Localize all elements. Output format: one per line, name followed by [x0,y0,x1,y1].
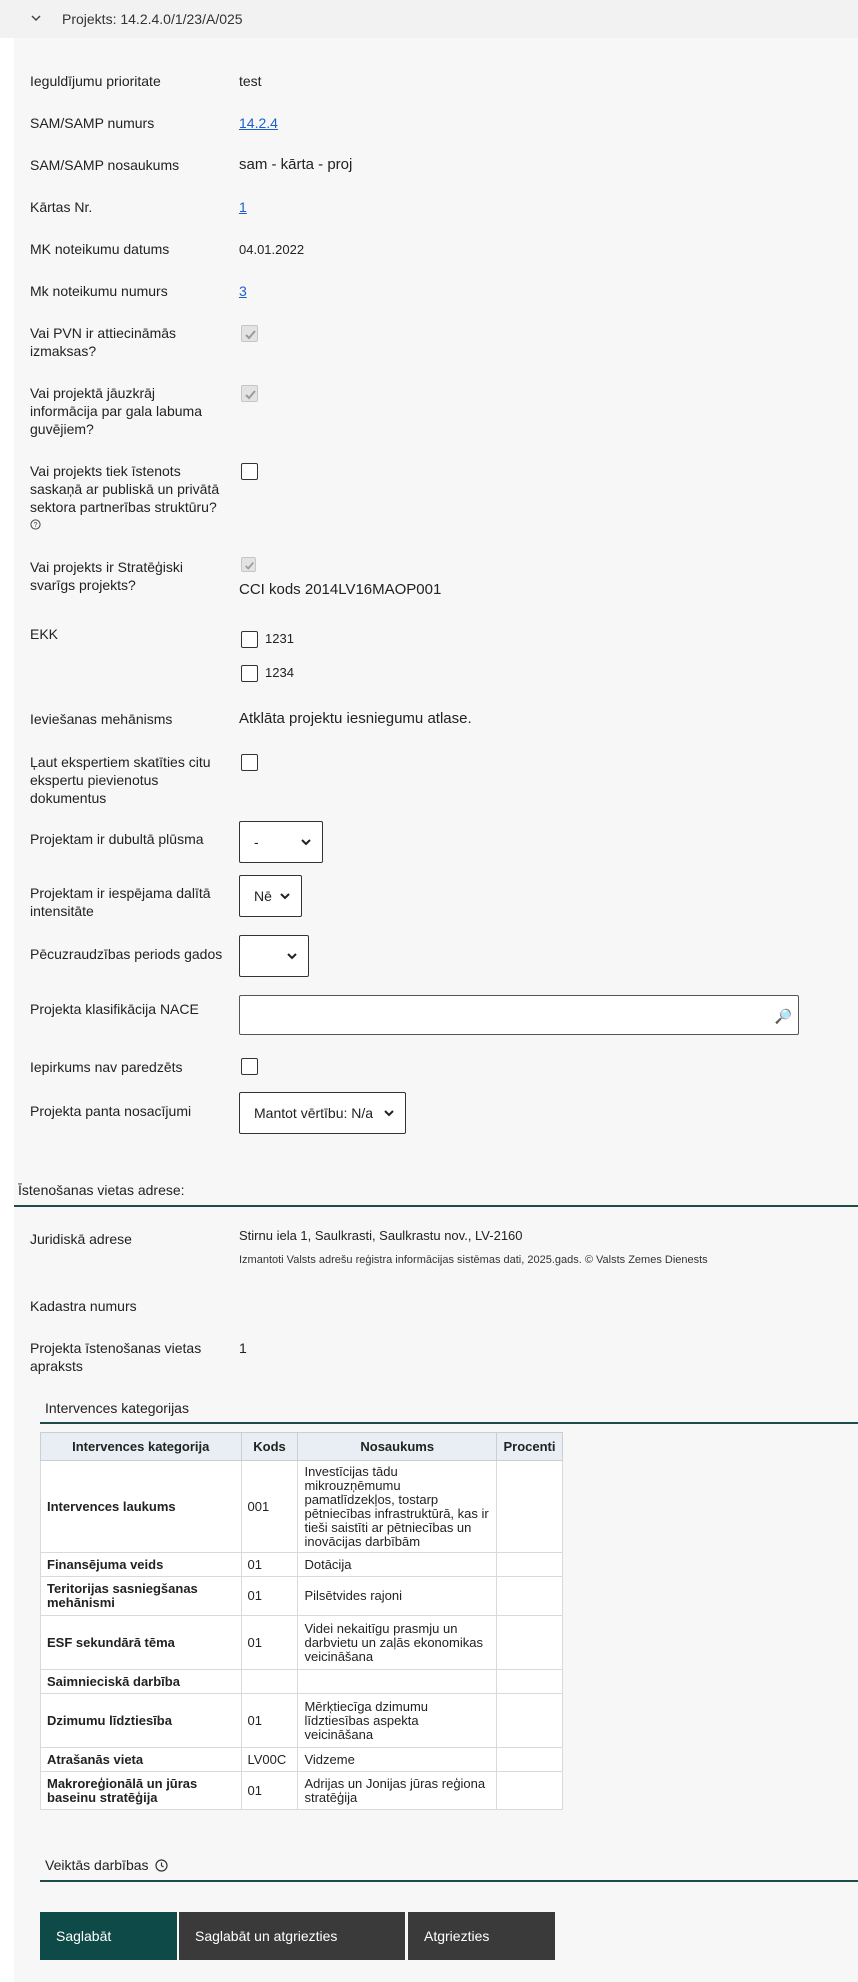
link-sam-numurs[interactable]: 14.2.4 [239,115,278,131]
cell-name [298,1670,497,1694]
chevron-down-icon [300,837,312,847]
cell-code: 01 [241,1553,298,1577]
table-row [41,1772,563,1810]
chevron-down-icon [279,891,291,901]
label-juridiska-adrese: Juridiskā adrese [30,1231,132,1247]
chevron-down-icon [383,1108,395,1118]
cci-code: CCI kods 2014LV16MAOP001 [239,581,442,598]
cell-code: LV00C [241,1748,298,1772]
label-nace: Projekta klasifikācija NACE [30,1001,199,1017]
cell-percent [496,1577,562,1616]
cell-category: Makroreģionālā un jūras baseinu stratēģija [41,1772,242,1810]
actions-divider [40,1880,858,1882]
select-intensitate-value: Nē [254,888,272,904]
label-intensitate: Projektam ir iespējama dalītā intensitāte [30,885,211,919]
checkmark-icon [244,560,255,571]
cell-name: Videi nekaitīgu prasmju un darbvietu un zaļās ekonomikas veicināšana [298,1616,497,1670]
label-ekk: EKK [30,626,59,642]
select-pecuzraudzibas[interactable] [239,935,309,977]
cell-category: ESF sekundārā tēma [41,1616,242,1670]
cell-percent [496,1616,562,1670]
label-dubulta: Projektam ir dubultā plūsma [30,831,204,847]
actions-section-label: Veiktās darbības [45,1857,149,1873]
table-row [41,1461,563,1553]
clock-icon [155,1859,168,1872]
label-mk-numurs: Mk noteikumu numurs [30,283,168,299]
cell-name: Vidzeme [298,1748,497,1772]
cell-category: Intervences laukums [41,1461,242,1553]
interventions-table [40,1432,563,1810]
address-registry-note: Izmantoti Valsts adrešu reģistra informācijas sistēmas dati, 2025.gads. © Valsts Zemes Dienests [239,1254,708,1266]
label-eksperti: Ļaut ekspertiem skatīties citu ekspertu pievienotus dokumentus [30,754,211,806]
label-ppp-text: Vai projekts tiek īstenots saskaņā ar publiskā un privātā sektora partnerības struktūru? [30,463,220,515]
cell-code: 001 [241,1461,298,1553]
checkbox-ppp[interactable] [241,463,258,480]
cell-category: Finansējuma veids [41,1553,242,1577]
checkbox-ekk-1231[interactable] [241,631,258,648]
value-apraksts: 1 [239,1340,247,1356]
checkmark-icon [244,328,257,341]
nace-search-input[interactable] [239,995,799,1035]
col-header-kategorija: Intervences kategorija [41,1433,242,1461]
interventions-divider [40,1422,858,1424]
cell-code: 01 [241,1577,298,1616]
checkbox-ekk-1234[interactable] [241,665,258,682]
label-kartas-nr: Kārtas Nr. [30,199,93,215]
table-row [41,1553,563,1577]
save-button-label: Saglabāt [56,1928,112,1944]
col-header-nosaukums: Nosaukums [298,1433,497,1461]
checkmark-icon [244,388,257,401]
label-iepirkums: Iepirkums nav paredzēts [30,1059,183,1075]
address-section-title: Īstenošanas vietas adrese: [18,1182,185,1198]
col-header-kods: Kods [241,1433,298,1461]
value-prioritate: test [239,73,262,89]
select-intensitate[interactable] [239,875,302,917]
actions-section-title[interactable] [45,1857,168,1873]
checkbox-eksperti[interactable] [241,754,258,771]
cell-percent [496,1748,562,1772]
ekk-option-1231: 1231 [265,631,294,646]
checkbox-strategiski[interactable] [241,557,256,572]
cell-category: Teritorijas sasniegšanas mehānismi [41,1577,242,1616]
checkbox-iepirkums[interactable] [241,1058,258,1075]
ekk-option-1234: 1234 [265,665,294,680]
table-row [41,1670,563,1694]
select-dubulta[interactable] [239,821,323,863]
cell-percent [496,1670,562,1694]
select-panta-value: Mantot vērtību: N/a [254,1105,374,1121]
cell-percent [496,1694,562,1748]
chevron-down-icon [286,951,298,961]
cell-percent [496,1553,562,1577]
cell-name: Mērķtiecīga dzimumu līdztiesības aspekta veicināšana [298,1694,497,1748]
label-mehanisms: Ieviešanas mehānisms [30,711,173,727]
cell-percent [496,1461,562,1553]
cell-name: Adrijas un Jonijas jūras reģiona stratēģija [298,1772,497,1810]
save-and-return-button[interactable] [179,1912,405,1960]
search-icon[interactable]: 🔎 [774,1008,792,1024]
value-juridiska-adrese: Stirnu iela 1, Saulkrasti, Saulkrastu nov., LV-2160 [239,1228,523,1243]
cell-category: Saimnieciskā darbība [41,1670,242,1694]
value-mehanisms: Atklāta projektu iesniegumu atlase. [239,710,472,727]
svg-text:?: ? [33,522,38,530]
save-button[interactable] [40,1912,177,1960]
help-icon[interactable] [30,519,41,530]
value-sam-nosaukums: sam - kārta - proj [239,156,353,173]
checkbox-pvn[interactable] [241,325,258,342]
select-panta[interactable] [239,1092,406,1134]
table-row [41,1577,563,1616]
cell-category: Dzimumu līdztiesība [41,1694,242,1748]
label-apraksts: Projekta īstenošanas vietas apraksts [30,1340,202,1374]
cell-percent [496,1772,562,1810]
project-header[interactable] [0,0,858,38]
label-sam-nosaukums: SAM/SAMP nosaukums [30,157,180,173]
label-panta: Projekta panta nosacījumi [30,1103,192,1119]
cell-name: Dotācija [298,1553,497,1577]
label-gala-labuma: Vai projektā jāuzkrāj informācija par gala labuma guvējiem? [30,385,202,437]
cell-category: Atrašanās vieta [41,1748,242,1772]
link-kartas-nr[interactable]: 1 [239,199,247,215]
return-button-label: Atgriezties [424,1928,490,1944]
table-row [41,1694,563,1748]
label-prioritate: Ieguldījumu prioritate [30,73,161,89]
cell-name: Investīcijas tādu mikrouzņēmumu pamatlīdzekļos, tostarp pētniecības infrastruktūrā, kas ir tieši saistīti ar pētniecības un inovācijas darbībām [298,1461,497,1553]
label-pecuzraudzibas: Pēcuzraudzības periods gados [30,946,223,962]
checkbox-gala-labuma[interactable] [241,385,258,402]
table-row [41,1748,563,1772]
label-mk-datums: MK noteikumu datums [30,241,170,257]
cell-code [241,1670,298,1694]
select-dubulta-value: - [254,834,259,850]
project-title: Projekts: 14.2.4.0/1/23/A/025 [62,11,243,27]
cell-name: Pilsētvides rajoni [298,1577,497,1616]
value-mk-datums: 04.01.2022 [239,242,305,257]
label-sam-numurs: SAM/SAMP numurs [30,115,155,131]
table-row [41,1616,563,1670]
cell-code: 01 [241,1694,298,1748]
chevron-down-icon[interactable] [30,12,42,24]
cell-code: 01 [241,1616,298,1670]
col-header-procenti: Procenti [496,1433,562,1461]
cell-code: 01 [241,1772,298,1810]
address-divider [14,1205,858,1207]
interventions-section-title: Intervences kategorijas [45,1400,189,1416]
label-kadastra-numurs: Kadastra numurs [30,1298,137,1314]
table-header-row [41,1433,563,1461]
label-strategiski: Vai projekts ir Stratēģiski svarīgs projekts? [30,559,184,593]
link-mk-numurs[interactable]: 3 [239,283,247,299]
return-button[interactable] [408,1912,555,1960]
save-and-return-label: Saglabāt un atgriezties [195,1928,338,1944]
label-pvn: Vai PVN ir attiecināmās izmaksas? [30,325,177,359]
label-ppp [30,462,230,530]
